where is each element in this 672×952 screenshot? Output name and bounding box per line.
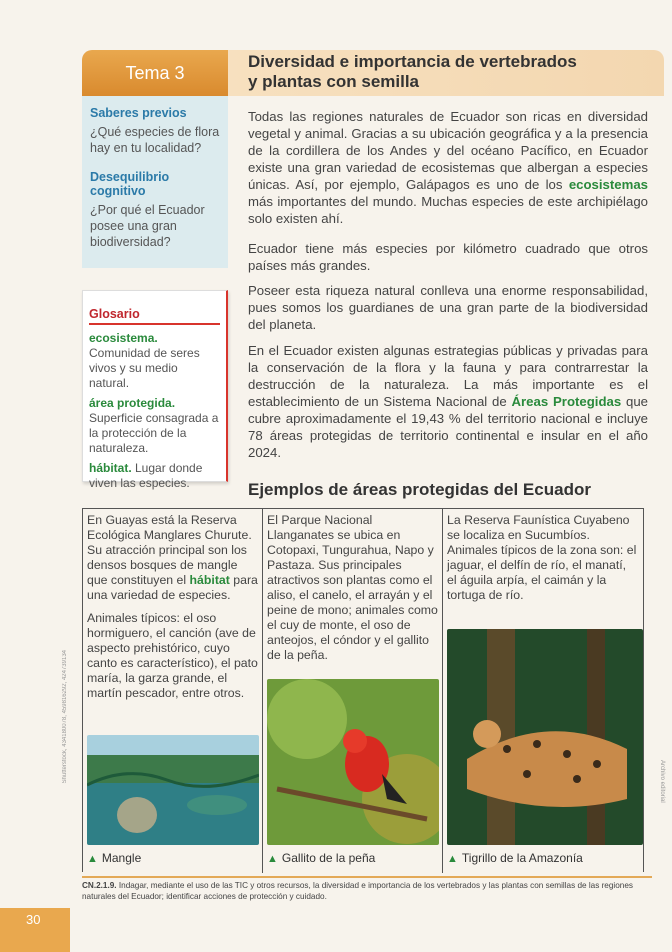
- paragraph-1-a: Todas las regiones naturales de Ecuador son ricas en diversidad vegetal y animal. Gracias a su ubicación geográfica y a la presencia de la cordillera de los Andes y del océano Pacífico, en Ecuador existe una gran variedad de ecosistemas que albergan a especies únicas. Así, por ejemplo, Galápagos es uno de los: [248, 109, 648, 192]
- example-highlight: hábitat: [189, 573, 230, 587]
- desequilibrio-heading: Desequilibrio cognitivo: [90, 170, 170, 198]
- tigrillo-photo: [447, 629, 643, 845]
- caption-tigrillo: [447, 851, 583, 865]
- examples-table: [82, 508, 644, 872]
- glosario-item: [89, 396, 220, 456]
- triangle-icon: ▲: [447, 853, 458, 865]
- paragraph-4: [248, 342, 648, 461]
- caption-text: Tigrillo de la Amazonía: [461, 851, 583, 865]
- example-text: La Reserva Faunística Cuyabeno se localiza en Sucumbíos. Animales típicos de la zona son: el jaguar, el delfín de río, el manatí, el águila arpía, el caimán y la tortuga de río.: [447, 513, 637, 602]
- main-title-line1: Diversidad e importancia de vertebrados: [248, 52, 577, 71]
- paragraph-4-highlight: Áreas Protegidas: [511, 394, 622, 409]
- footnote-text: Indagar, mediante el uso de las TIC y otros recursos, la diversidad e importancia de los vertebrados y las plantas con semillas de las regiones naturales del Ecuador; identificar acciones de protección y cuidado.: [82, 881, 633, 901]
- glosario-term: área protegida.: [89, 396, 176, 410]
- mangle-photo: [87, 735, 259, 845]
- example-animals-text: Animales típicos: el oso hormiguero, el canción (ave de aspecto prehistórico, cuyo canto es característico), el pato maría, la garza grande, el martín pescador, entre otros.: [87, 611, 258, 700]
- paragraph-4-b: que cubre aproximadamente el 19,43 % del territorio nacional e incluye 78 áreas protegidas de territorio continental e insular en el año 2024.: [248, 394, 648, 460]
- saberes-text: ¿Qué especies de flora hay en tu localidad?: [90, 125, 220, 155]
- photo-credit-left: Shutterstock, 434180078, 459816292, 424739134: [62, 650, 68, 784]
- glosario-term: hábitat.: [89, 461, 132, 475]
- paragraph-1-highlight: ecosistemas: [568, 177, 648, 192]
- paragraph-1: [248, 108, 648, 227]
- paragraph-2: Ecuador tiene más especies por kilómetro cuadrado que otros países más grandes.: [248, 241, 648, 273]
- caption-mangle: [87, 851, 141, 865]
- example-text: [87, 513, 258, 603]
- glosario-title: Glosario: [89, 307, 220, 325]
- footer-rule: [82, 876, 652, 878]
- paragraph-3: Poseer esta riqueza natural conlleva una enorme responsabilidad, pues somos los guardianes de una gran parte de la biodiversidad del planeta.: [248, 283, 648, 332]
- example-text-b: para una variedad de especies.: [87, 573, 258, 602]
- examples-subtitle: Ejemplos de áreas protegidas del Ecuador: [248, 480, 591, 499]
- example-text: El Parque Nacional Llanganates se ubica en Cotopaxi, Tungurahua, Napo y Pastaza. Sus principales atractivos son plantas como el aliso, el canelo, el arrayán y el peine de mono; animales como el cuy de monte, el oso de anteojos, el cóndor y el gallito de la peña.: [267, 513, 438, 662]
- saberes-box: [82, 96, 228, 268]
- glosario-item: [89, 461, 220, 491]
- glosario-term: ecosistema.: [89, 331, 158, 345]
- glosario-def: Superficie consagrada a la protección de la naturaleza.: [89, 411, 219, 455]
- paragraph-1-b: más importantes del mundo. Muchas especies de este archipiélago solo existen ahí.: [248, 194, 648, 226]
- caption-gallito: [267, 851, 375, 865]
- tema-tab: Tema 3: [82, 50, 228, 96]
- gallito-photo: [267, 679, 439, 845]
- example-text-a: En Guayas está la Reserva Ecológica Manglares Churute. Su atracción principal son los densos bosques de mangle que constituyen el: [87, 513, 252, 587]
- photo-credit-right: Archivo editorial: [659, 760, 665, 803]
- main-title-line2: y plantas con semilla: [248, 72, 420, 91]
- caption-text: Gallito de la peña: [281, 851, 376, 865]
- saberes-heading: Saberes previos: [90, 106, 187, 120]
- glosario-box: [82, 290, 228, 490]
- triangle-icon: ▲: [267, 853, 278, 865]
- desequilibrio-text: ¿Por qué el Ecuador posee una gran biodiversidad?: [90, 203, 205, 249]
- footnote-code: CN.2.1.9.: [82, 881, 117, 890]
- paragraph-4-a: En el Ecuador existen algunas estrategias públicas y privadas para la conservación de la flora y la fauna y para contrarrestar la destrucción de la naturaleza. La más importante es el establecimiento de un Sistema Nacional de: [248, 343, 648, 409]
- curriculum-footnote: [82, 880, 652, 902]
- glosario-item: [89, 331, 220, 391]
- main-title-bar: [228, 50, 664, 96]
- page-number: 30: [0, 908, 70, 952]
- caption-text: Mangle: [101, 851, 142, 865]
- triangle-icon: ▲: [87, 853, 98, 865]
- glosario-def: Comunidad de seres vivos y su medio natural.: [89, 346, 200, 390]
- glosario-def: Lugar donde viven las especies.: [89, 461, 203, 490]
